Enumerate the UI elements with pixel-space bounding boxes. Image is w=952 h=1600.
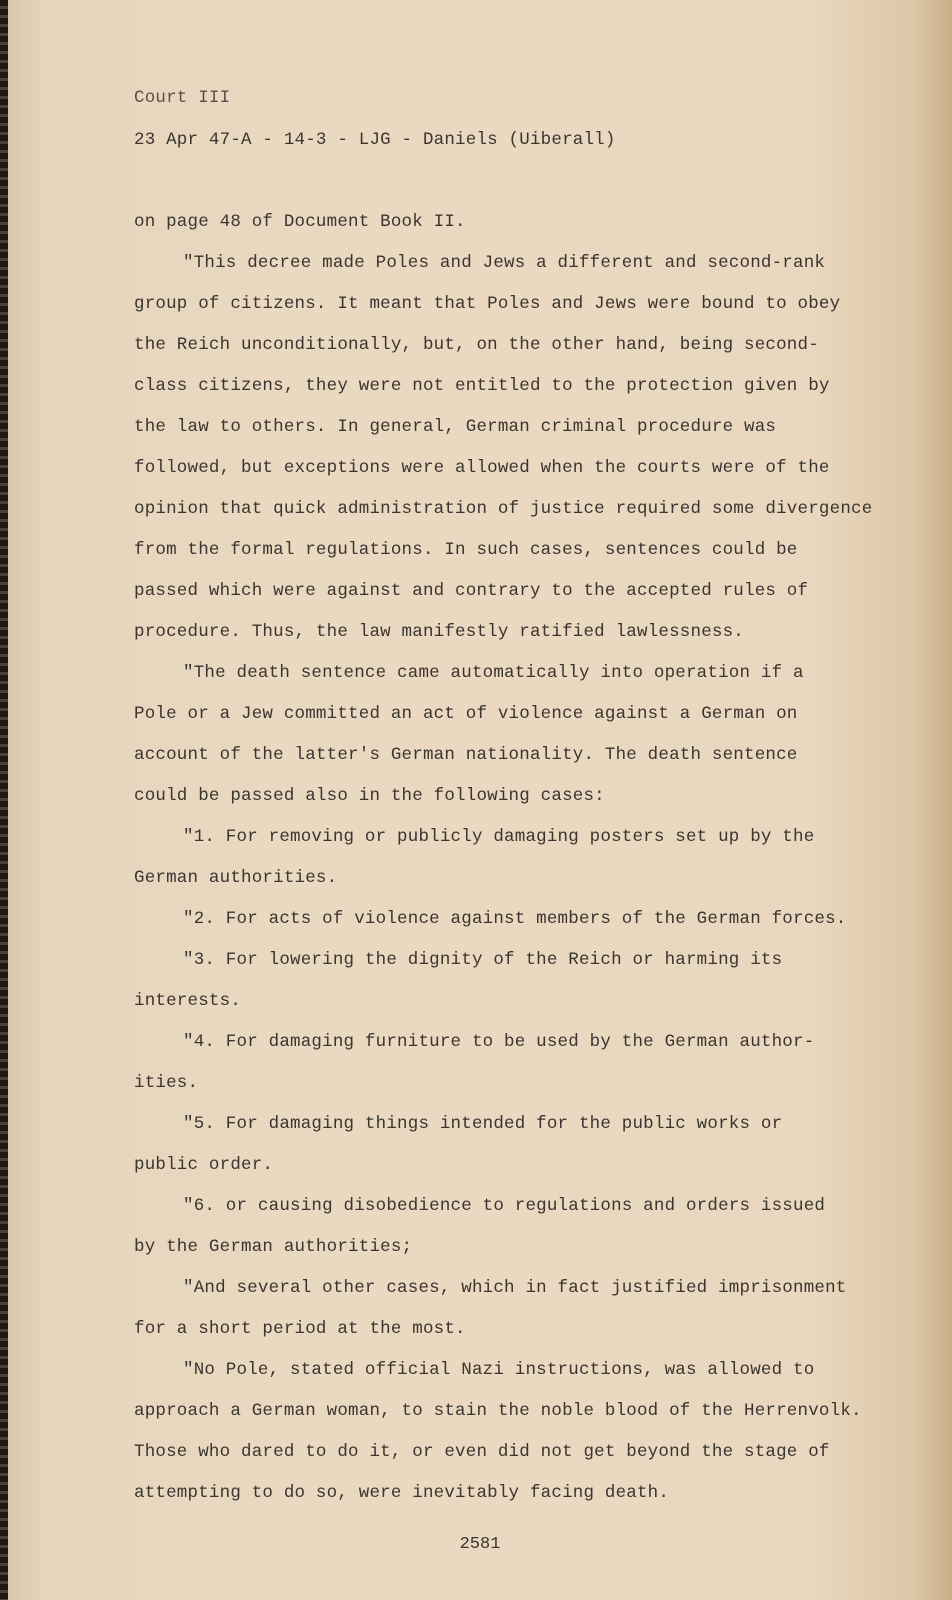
- body-line: Those who dared to do it, or even did not get beyond the stage of: [134, 1442, 830, 1462]
- document-page: [8, 0, 952, 1600]
- transcript-reference: 23 Apr 47-A - 14-3 - LJG - Daniels (Uiberall): [134, 130, 616, 150]
- body-line: the law to others. In general, German criminal procedure was: [134, 417, 777, 437]
- court-header: Court III: [134, 88, 231, 108]
- body-line: "The death sentence came automatically into operation if a: [183, 663, 804, 683]
- body-line: the Reich unconditionally, but, on the other hand, being second-: [134, 335, 819, 355]
- body-line: for a short period at the most.: [134, 1319, 466, 1339]
- list-item: "5. For damaging things intended for the public works or: [183, 1114, 783, 1134]
- list-item: "3. For lowering the dignity of the Reich or harming its: [183, 950, 783, 970]
- body-line: attempting to do so, were inevitably facing death.: [134, 1483, 670, 1503]
- list-item: "4. For damaging furniture to be used by the German author-: [183, 1032, 815, 1052]
- body-line: on page 48 of Document Book II.: [134, 212, 466, 232]
- list-item: "1. For removing or publicly damaging posters set up by the: [183, 827, 815, 847]
- list-item: "6. or causing disobedience to regulations and orders issued: [183, 1196, 826, 1216]
- body-line: group of citizens. It meant that Poles and Jews were bound to obey: [134, 294, 841, 314]
- body-line: opinion that quick administration of justice required some divergence: [134, 499, 873, 519]
- body-line: class citizens, they were not entitled to the protection given by: [134, 376, 830, 396]
- body-line: ities.: [134, 1073, 199, 1093]
- body-line: interests.: [134, 991, 242, 1011]
- body-line: by the German authorities;: [134, 1237, 413, 1257]
- body-line: "And several other cases, which in fact justified imprisonment: [183, 1278, 847, 1298]
- body-line: German authorities.: [134, 868, 338, 888]
- page-number: 2581: [459, 1535, 501, 1554]
- body-line: account of the latter's German nationality. The death sentence: [134, 745, 798, 765]
- body-line: "This decree made Poles and Jews a different and second-rank: [183, 253, 826, 273]
- body-line: passed which were against and contrary to the accepted rules of: [134, 581, 809, 601]
- body-line: "No Pole, stated official Nazi instructions, was allowed to: [183, 1360, 815, 1380]
- body-line: procedure. Thus, the law manifestly ratified lawlessness.: [134, 622, 744, 642]
- body-line: could be passed also in the following cases:: [134, 786, 605, 806]
- body-line: followed, but exceptions were allowed when the courts were of the: [134, 458, 830, 478]
- body-line: Pole or a Jew committed an act of violence against a German on: [134, 704, 798, 724]
- body-line: public order.: [134, 1155, 274, 1175]
- list-item: "2. For acts of violence against members of the German forces.: [183, 909, 847, 929]
- body-line: from the formal regulations. In such cases, sentences could be: [134, 540, 798, 560]
- page-binding-edge: [0, 0, 8, 1600]
- body-line: approach a German woman, to stain the noble blood of the Herrenvolk.: [134, 1401, 862, 1421]
